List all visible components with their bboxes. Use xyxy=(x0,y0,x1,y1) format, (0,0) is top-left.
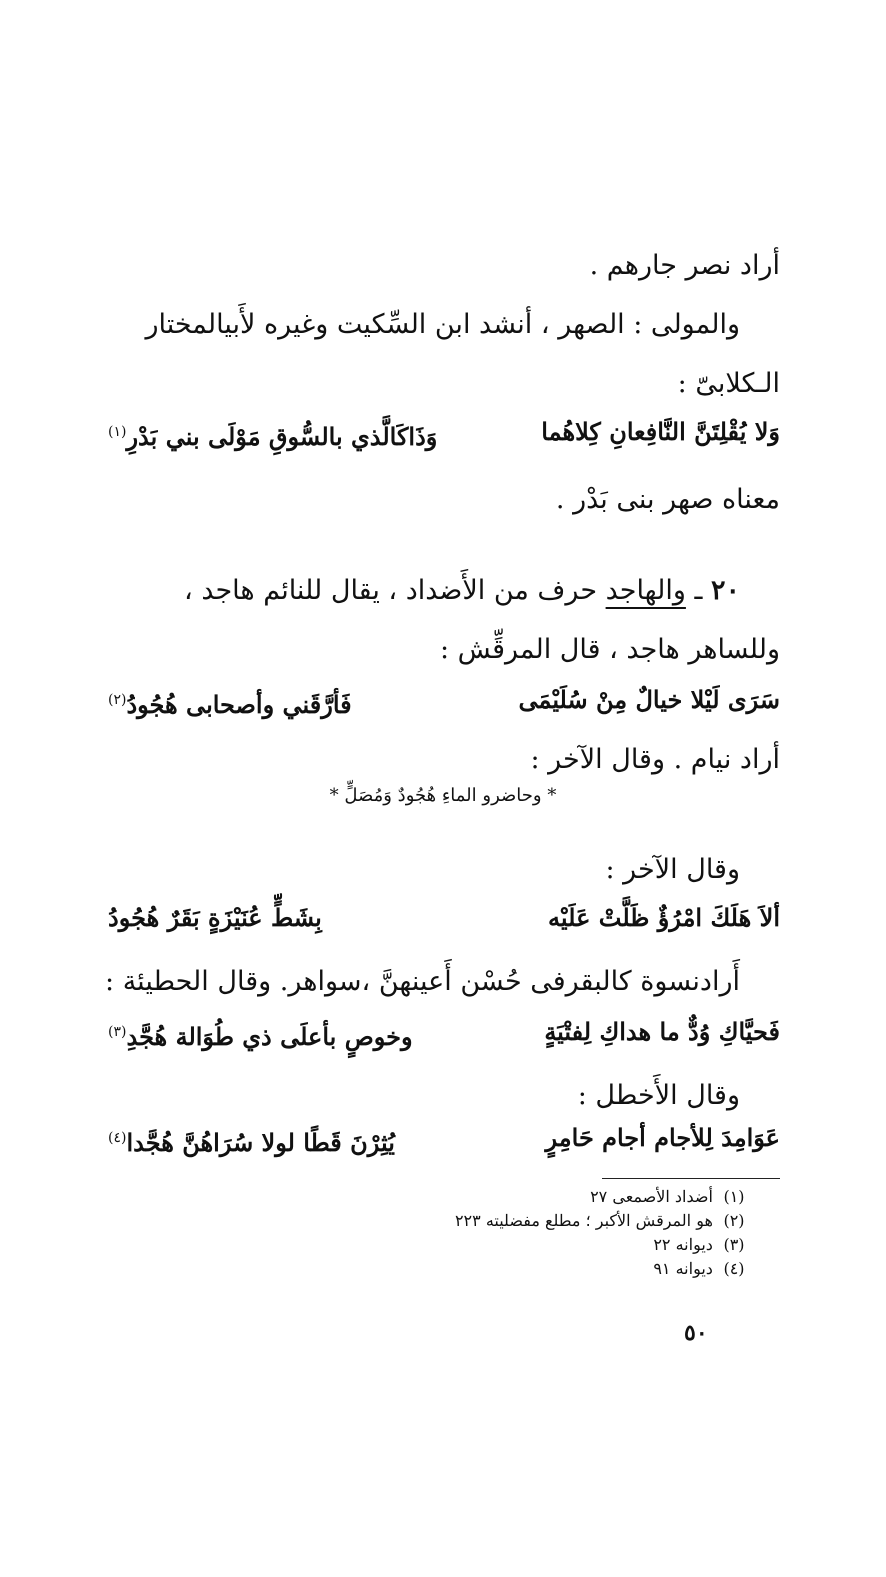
verse-line xyxy=(108,412,780,452)
entry-keyword: والهاجد xyxy=(605,575,686,606)
footnote-mark: (٢) xyxy=(723,1211,745,1230)
text-line: وقال الأَخطل : xyxy=(577,1080,740,1111)
verse-hemistich-1: ألاَ هَلَكَ امْرُؤٌ ظَلَّتْ عَلَيْه xyxy=(548,903,780,932)
text-line: أراد نيام . وقال الآخر : xyxy=(530,744,780,775)
footnote-text: ديوانه ٢٢ xyxy=(653,1235,713,1254)
verse-line xyxy=(108,680,780,720)
footnote-mark: (٤) xyxy=(723,1259,745,1278)
footnote xyxy=(653,1258,750,1280)
text-line: أَرادنسوة كالبقرفى حُسْن أَعينهنَّ ،سواهر. وقال الحطيئة : xyxy=(105,966,740,997)
text-line: وللساهر هاجد ، قال المرقِّش : xyxy=(439,634,780,665)
text-line: أراد نصر جارهم . xyxy=(589,250,780,281)
entry-number: ٢٠ xyxy=(710,575,740,606)
verse-line xyxy=(108,1118,780,1158)
page-number: ٥٠ xyxy=(684,1320,708,1346)
text-line: الـكلابىّ : xyxy=(677,368,780,399)
footnote-ref: (١) xyxy=(108,424,127,440)
footnote-mark: (٣) xyxy=(723,1235,745,1254)
verse-text: فَأرَّقَني وأصحابى هُجُودُ xyxy=(126,690,352,719)
entry-separator: ـ xyxy=(685,575,711,606)
text-line: وقال الآخر : xyxy=(605,854,740,885)
footnote xyxy=(590,1186,750,1208)
text-line: معناه صهر بنى بَدْر . xyxy=(555,484,780,515)
verse-hemistich-2 xyxy=(108,412,437,457)
half-verse: * وحاضرو الماءِ هُجُودٌ وَمُصَلٍّ * xyxy=(329,785,557,806)
footnote-divider xyxy=(602,1178,780,1179)
footnote-mark: (١) xyxy=(723,1187,745,1206)
verse-hemistich-1: فَحيَّاكِ وُدٌّ ما هداكِ لِفتْيَةٍ xyxy=(544,1017,780,1046)
footnote-text: هو المرقش الأكبر ؛ مطلع مفضليته ٢٢٣ xyxy=(454,1211,713,1230)
text-line: والمولى : الصهر ، أنشد ابن السِّكيت وغيره لأَبيالمختار xyxy=(145,309,740,340)
verse-hemistich-2 xyxy=(108,680,352,725)
verse-hemistich-2 xyxy=(108,1118,395,1163)
footnote-text: أضداد الأصمعى ٢٧ xyxy=(590,1187,713,1206)
footnote xyxy=(653,1234,750,1256)
verse-hemistich-2 xyxy=(108,1012,413,1057)
verse-hemistich-1: وَلا يُقْلِتَنَّ النَّافِعانِ كِلاهُما xyxy=(541,417,780,446)
footnote xyxy=(455,1210,750,1232)
verse-hemistich-1: عَوَامِدَ لِلأجام أجام حَامِرٍ xyxy=(545,1123,780,1152)
footnote-ref: (٢) xyxy=(108,692,127,708)
verse-line xyxy=(108,898,780,938)
footnote-ref: (٤) xyxy=(108,1130,127,1146)
verse-line xyxy=(108,1012,780,1052)
entry-heading-line xyxy=(184,571,740,611)
entry-text: حرف من الأَضداد ، يقال للنائم هاجد ، xyxy=(184,575,606,606)
verse-text: وخوصٍ بأعلَى ذي طُوَالة هُجَّدِ xyxy=(126,1022,413,1051)
footnote-text: ديوانه ٩١ xyxy=(653,1259,713,1278)
verse-hemistich-1: سَرَى لَيْلا خيالٌ مِنْ سُلَيْمَى xyxy=(518,685,780,714)
verse-text: وَذَاكَالَّذي بالسُّوقِ مَوْلَى بني بَدْرِ xyxy=(126,422,438,451)
verse-text: يُثِرْنَ قَطًا لولا سُرَاهُنَّ هُجَّدا xyxy=(126,1128,395,1157)
verse-hemistich-2: بِشَطٍّ عُنَيْزَةٍ بَقَرٌ هُجُودُ xyxy=(108,903,322,932)
footnote-ref: (٣) xyxy=(108,1024,127,1040)
